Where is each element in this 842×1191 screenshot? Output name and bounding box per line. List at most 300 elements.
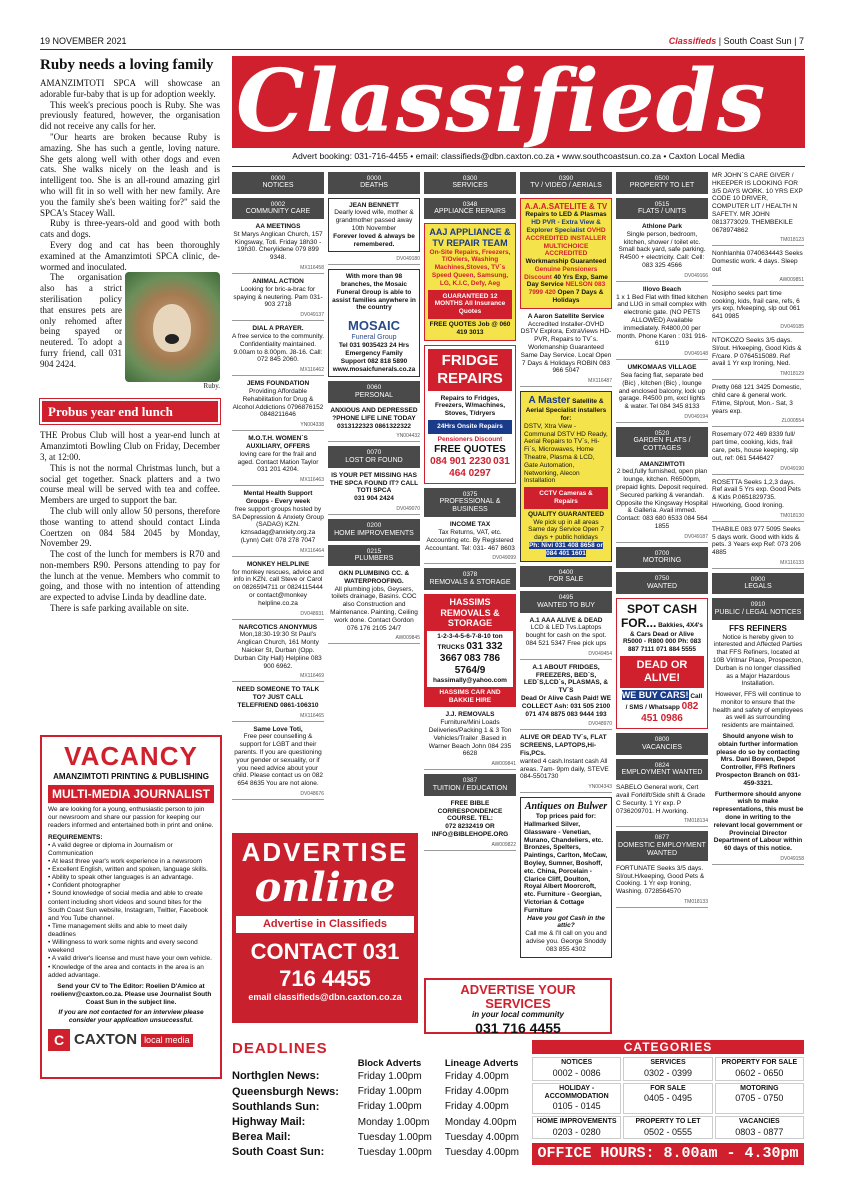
flat-ad xyxy=(616,223,708,270)
ad-ref: DV049180 xyxy=(328,256,420,265)
employment-list xyxy=(712,172,804,569)
category-header xyxy=(232,198,324,220)
ad-ref: DV049454 xyxy=(520,651,612,660)
category-header xyxy=(520,591,612,613)
ad-title: NEED SOMEONE TO TALK TO? JUST CALL TELEFRIEND 0861-106310 xyxy=(236,686,320,709)
ad-text: Providing Affordable Rehabilitation for Drug & Alcohol Addictions 0796876152 0848211646 xyxy=(232,387,324,419)
category-label: HOME IMPROVEMENTS xyxy=(536,1118,617,1126)
ad-text: Bakkies, 4X4's & Cars Dead or Alive R5000 - R800 000 Ph: 083 887 7111 071 884 5555 xyxy=(622,622,704,654)
category-cell xyxy=(623,1057,712,1080)
ruby-headline: Ruby needs a loving family xyxy=(40,57,214,73)
ad-ref: DV049158 xyxy=(712,856,804,865)
ad-title: Same Love Toti, xyxy=(253,725,303,733)
category-number: 0060 xyxy=(366,384,382,392)
ruby-dog-photo xyxy=(125,272,220,382)
ruby-paragraph: This week's precious pooch is Ruby. She was previously featured, however, the organisation did not receive any calls for her. xyxy=(40,99,220,132)
ad-text: MR JOHN`S CARE GIVER / HKEEPER IS LOOKING FOR 3/5 DAYS WORK. 10 YRS EXP CODE 10 DRIVER, COMPUTER LIT / HEALTH N SAFETY. MR JOHN 0813773029. THEMBEKILE 0678974862 xyxy=(712,172,803,234)
ad-title: A Aaron Satellite Service xyxy=(527,312,605,320)
category-name: PUBLIC / LEGAL NOTICES xyxy=(714,608,802,616)
vacancy-requirements xyxy=(48,842,214,980)
category-label: HOLIDAY - ACCOMMODATION xyxy=(544,1084,609,1100)
category-number: 0070 xyxy=(366,449,382,457)
ad-title: DIAL A PRAYER. xyxy=(252,325,304,333)
category-name: NOTICES xyxy=(262,182,294,190)
category-header xyxy=(712,573,804,595)
category-header xyxy=(616,427,708,457)
lost-found-ad xyxy=(328,472,420,503)
category-range: 0203 - 0280 xyxy=(552,1126,601,1137)
employment-ad xyxy=(712,526,804,557)
category-number: 0800 xyxy=(654,736,670,744)
ad-tel: 083 786 5764/9 xyxy=(454,653,501,677)
category-name: PLUMBERS xyxy=(354,555,394,563)
deadlines-head-line: Lineage Adverts xyxy=(444,1058,519,1069)
ad-hd: HD PVR - Extra View & Explorer Specialist xyxy=(526,219,601,234)
ad-text: Nosipho seeks part time cooking, kids, frail care, refs, 6 yrs exp, h/keeping, slp out 061 641 0985 xyxy=(712,289,801,321)
ad-ref: AW009851 xyxy=(712,277,804,286)
ad-ref: AW009841 xyxy=(424,761,516,770)
vacancy-ad xyxy=(40,735,222,1079)
page-date: 19 NOVEMBER 2021 xyxy=(40,36,127,46)
ad-text: Looking for bric-a-brac for spaying & neutering. Pam 031-903 2718 xyxy=(233,285,323,309)
legal-notice xyxy=(712,624,804,853)
cottage-ad xyxy=(616,461,708,531)
category-header xyxy=(616,733,708,755)
ad-ref: MX116458 xyxy=(232,265,324,274)
flat-ad xyxy=(616,286,708,348)
ad-title: JEMS FOUNDATION xyxy=(246,380,310,388)
photo-caption: Ruby. xyxy=(203,382,220,391)
ad-text: Tax Returns, VAT, etc. Accounting etc. By Registered Accountant. Tel: 031- 467 8603 xyxy=(425,528,515,552)
bible-course-ad xyxy=(424,800,516,839)
ad-ref: DV048931 xyxy=(232,611,324,620)
ad-ref: TM018134 xyxy=(616,818,708,827)
notice-ad xyxy=(232,726,324,788)
services-ad-tel: 031 716 4455 xyxy=(475,1019,561,1036)
ad-text: On-Site Repairs, Freezers, T/Oviers, Washing Machines,Stoves, TV`s Speed Queen, Samsung, LG, K.I.C, Defy, Aeg xyxy=(429,248,511,287)
category-number: 0375 xyxy=(462,490,478,498)
ad-call: Call / SMS / Whatsapp xyxy=(625,693,703,712)
hassims-ad xyxy=(424,594,516,708)
ad-ref: AW009845 xyxy=(328,635,420,644)
category-name: APPLIANCE REPAIRS xyxy=(434,207,506,215)
deadline-lineage: Tuesday 4.00pm xyxy=(444,1146,519,1158)
category-cell xyxy=(532,1057,621,1080)
category-header xyxy=(424,198,516,220)
probus-paragraph: This is not the normal Christmas lunch, but a social get together. Snack platters and a two course meal will be served with tea and coffee. Members are urged to support the bar. xyxy=(40,462,220,506)
column-employment xyxy=(712,172,804,869)
vacancy-title: VACANCY xyxy=(64,741,198,771)
caxton-mark-icon: C xyxy=(48,1029,70,1051)
ad-text: 0313122323 0861322322 xyxy=(336,422,412,430)
vacancy-note: If you are not contacted for an interview please consider your application unsuccessful. xyxy=(58,1009,204,1025)
category-header xyxy=(424,774,516,796)
ad-pick: We pick up in all areas Same day Service Open 7 days + public holidays xyxy=(528,518,604,542)
category-number: 0390 xyxy=(558,175,574,182)
category-number: 0877 xyxy=(654,834,670,842)
ad-free: FREE QUOTES xyxy=(434,443,506,455)
ad-ref: TM018129 xyxy=(712,371,804,380)
ad-text: SABELO General work, Cert avail Forklift/Side shift & Grade C Security. 1 Yr exp. P 0736209701. H /working. xyxy=(616,784,706,815)
deadline-row xyxy=(232,1069,532,1084)
category-header xyxy=(424,488,516,518)
category-name: DOMESTIC EMPLOYMENT WANTED xyxy=(618,841,706,857)
category-header xyxy=(712,598,804,620)
ad-title: NARCOTICS ANONYMUS xyxy=(238,623,318,631)
category-range: 0502 - 0555 xyxy=(643,1126,693,1137)
deadline-row xyxy=(232,1100,532,1115)
deadline-paper: Northglen News: xyxy=(232,1070,320,1083)
requirement-item: • Sound knowledge of social media and able to create content including short videos and sound bites for the South Coast Sun website, Instagram, Twitter, Facebook and You Tube channel. xyxy=(48,890,214,923)
category-name: LOST OR FOUND xyxy=(345,456,403,464)
ad-title: A Master xyxy=(528,395,571,407)
category-name: WANTED xyxy=(646,582,678,590)
column-property xyxy=(616,172,708,912)
deadline-row xyxy=(232,1145,532,1160)
category-name: SERVICES xyxy=(452,182,488,190)
deadline-lineage: Monday 4.00pm xyxy=(444,1116,517,1128)
ad-text: All plumbing jobs, Geysers, toilets drainage, Basins. COC also Construction and Maintenance. Painting, Ceiling work done. Contact Gordon 076 176 2105 24/7 xyxy=(330,585,418,632)
category-cell xyxy=(532,1083,621,1115)
ad-title: GKN PLUMBING CC. & WATERPROOFING. xyxy=(338,570,410,585)
ruby-paragraph: Ruby is three-years-old and good with both cats and dogs. xyxy=(40,218,220,240)
ad-text: Repairs to Fridges, Freezers, W/machines, Stoves, T/dryers xyxy=(434,394,506,418)
category-name: HOME IMPROVEMENTS xyxy=(334,529,414,537)
ad-cctv: CCTV Cameras & Repairs xyxy=(524,487,608,509)
category-header xyxy=(520,172,612,194)
category-header xyxy=(424,172,516,194)
ruby-paragraph: The organisation also has a strict sterilisation policy that ensures pets are only rehomed after being spayed or neutered. To adopt a furry friend, call 031 904 2424. xyxy=(40,272,122,369)
category-label: VACANCIES xyxy=(738,1118,780,1126)
category-number: 0200 xyxy=(366,522,382,530)
employment-ad xyxy=(712,479,804,510)
vacancy-intro: We are looking for a young, enthusiastic person to join our newsroom and share our passion for keeping our readers informed and entertained both in print and online. xyxy=(48,806,214,830)
ad-text: Accredited Installer-OVHD DSTV Explora, ExtraViews HD-PVR, Repairs to TV`s. Workmanship Guaranteed Same Day Service. Local Open 7 Days & Holidays ROBIN 083 966 5047 xyxy=(520,320,612,375)
ad-title: Mental Health Support Groups - Every week xyxy=(243,490,313,505)
category-header xyxy=(616,172,708,194)
notice-ad xyxy=(232,561,324,608)
section-name: Classifieds xyxy=(668,36,717,46)
category-cell xyxy=(623,1083,712,1115)
ad-title: UMKOMAAS VILLAGE xyxy=(627,364,697,372)
ad-tel: NELSON 083 7999 420 xyxy=(528,281,606,297)
deadline-block: Friday 1.00pm xyxy=(357,1086,422,1098)
deadline-row xyxy=(232,1115,532,1130)
category-name: TUITION / EDUCATION xyxy=(432,784,508,792)
column-notices xyxy=(232,172,324,804)
ad-quality: QUALITY GUARANTEED xyxy=(527,510,605,518)
category-header xyxy=(328,519,420,541)
vacancy-job: MULTI-MEDIA JOURNALIST xyxy=(48,785,214,803)
category-name: PROPERTY TO LET xyxy=(629,182,695,190)
category-header xyxy=(328,545,420,567)
category-number: 0348 xyxy=(462,200,478,208)
ad-ref: TM018123 xyxy=(712,237,804,246)
ad-text: NTOKOZO Seeks 3/5 days. Sl/out. H/keeping, Good Kids & F/care. P 0764515089. Ref avail 1 Yr exp Ironing, Ned. xyxy=(712,336,802,368)
ad-ref: DV049148 xyxy=(616,351,708,360)
mosaic-line: 24 Hrs Emergency Family Support xyxy=(340,342,410,365)
hassims-inner xyxy=(427,631,513,687)
ad-title: FREE BIBLE CORRESPONDENCE COURSE. TEL: xyxy=(437,799,503,823)
advertise-online-ad xyxy=(232,833,418,1023)
advertise-title: ADVERTISE xyxy=(241,837,409,867)
ruby-paragraph: Every dog and cat has been thoroughly examined at the Amanzimtoti SPCA clinic, de-wormed and inoculated. xyxy=(40,239,220,272)
contact-line: Advert booking: 031-716-4455 • email: classifieds@dbn.caxton.co.za • www.southcoastsun.co.za • Caxton Local Media xyxy=(292,151,745,161)
ad-title: M.O.T.H. WOMEN`S AUXILIARY, OFFERS xyxy=(245,435,311,450)
legal-paragraph: Should anyone wish to obtain further information please do so by contacting Mrs. Dani Bowen, Depot Controller, FFS Refiners Prospecton Branch on 031-459-3321. xyxy=(715,733,801,787)
ad-text: Free peer counselling & support for LGBT and their parents. If you are questioning your gender or sexuality, or if you need advice about your child. Please contact us on 082 654 8635 You are not alone. xyxy=(233,733,323,788)
category-number: 0910 xyxy=(750,601,766,609)
ad-dead: DEAD OR ALIVE! xyxy=(620,656,704,688)
category-number: 0002 xyxy=(270,200,286,208)
deadline-paper: Queensburgh News: xyxy=(232,1085,339,1098)
ad-title: ANXIOUS AND DEPRESSED ?PHONE LIFE LINE TODAY xyxy=(330,406,418,422)
ad-list: Hallmarked Silver, Glassware - Venetian, Murano, Chandeliers, etc. Bronzes, Spelters, Paintings, Carlton, McCaw, Boyley, Sumner, Boshoff, etc. China, Porcelain - Clarice Cliff, Doulton, Royal Albert Moorcroft, etc. Furniture - Georgian, Victorian & Cottage Furniture xyxy=(524,820,608,914)
requirement-item: • Knowledge of the area and contacts in the area is an added advantage. xyxy=(48,964,214,980)
category-number: 0750 xyxy=(654,575,670,583)
ad-ref: DV049194 xyxy=(616,414,708,423)
category-header xyxy=(616,572,708,594)
ad-open: Open 7 Days & Holidays xyxy=(552,289,604,305)
ad-text: ROSETTA Seeks 1,2,3 days. Ref avail 5 Yrs exp. Good Pets & Kids P.0651829735. H/working, Good Ironing. xyxy=(712,478,801,509)
flat-ad xyxy=(616,364,708,411)
mosaic-lead: With more than 98 branches, the Mosaic Funeral Group is able to assist families anywhere in the country xyxy=(332,273,416,312)
ad-work: Workmanship Guaranteed xyxy=(525,258,607,266)
caxton-word: CAXTON xyxy=(74,1031,138,1049)
ad-ref: MX116487 xyxy=(520,378,612,387)
ad-text: free support groups hosted by SA Depression & Anxiety Group (SADAG) KZN. kznsadag@anxiety.org.za (Lynn) Cell: 078 278 7047 xyxy=(232,505,324,544)
left-column xyxy=(40,56,220,614)
deadline-block: Friday 1.00pm xyxy=(357,1101,422,1113)
employment-ad xyxy=(616,784,708,815)
ad-text: Dearly loved wife, mother & grandmother passed away 10th November xyxy=(334,209,414,232)
category-label: PROPERTY FOR SALE xyxy=(721,1059,798,1067)
ad-banner: 24Hrs Onsite Repairs xyxy=(428,420,512,434)
column-deaths xyxy=(328,172,420,648)
category-header xyxy=(616,831,708,861)
category-number: 0515 xyxy=(654,200,670,208)
category-name: FLATS / UNITS xyxy=(637,207,687,215)
ad-text: THABILE 083 977 5095 Seeks 5 days work. Good with kids & pets. 3 Years exp Ref: 073 206 4885 xyxy=(712,525,801,557)
ad-title: Antiques on Bulwer xyxy=(524,801,608,813)
ad-gen: Genuine Pensioners Discount xyxy=(524,265,598,281)
probus-paragraph: THE Probus Club will host a year-end lunch at Amanzimtoti Bowling Club on Friday, December 3, at 12:00. xyxy=(40,430,220,462)
category-range: 0002 - 0086 xyxy=(552,1067,601,1078)
category-number: 0215 xyxy=(366,547,382,555)
category-header xyxy=(616,759,708,781)
spot-cash-ad xyxy=(616,598,708,729)
a-master-ad xyxy=(520,391,612,561)
employment-ad xyxy=(712,290,804,321)
category-name: DEATHS xyxy=(360,182,388,190)
ad-text: Pretty 068 121 3425 Domestic, child care & general work. F/time, Slp/out, Mon.- Sat, 3 years exp. xyxy=(712,384,802,415)
ad-text: loving care for the frail and aged. Contact Mation Taylor 031 201 4204. xyxy=(237,450,319,474)
category-range: 0803 - 0877 xyxy=(735,1126,784,1137)
ad-title: ANIMAL ACTION xyxy=(252,278,304,286)
ad-ref: YN004338 xyxy=(232,422,324,431)
category-cell xyxy=(715,1083,804,1115)
services-ad-title: ADVERTISE YOUR SERVICES xyxy=(460,982,576,1011)
deadlines-title: DEADLINES xyxy=(232,1040,532,1058)
requirement-item: • Willingness to work some nights and every second weekend xyxy=(48,939,214,955)
legal-paragraph: However, FFS will continue to monitor to ensure that the health and safety of employees as well as surrounding residents are maintained. xyxy=(713,691,803,730)
ad-text: 1 x 1 Bed Flat with fitted kitchen and LUG in small complex with electronic gate. (NO PETS ALLOWED) Available immediately. R4800,00 per month. Phone Karen : 031 916-6119 xyxy=(616,293,708,348)
banner-title: Classifieds xyxy=(236,56,767,148)
probus-paragraph: The cost of the lunch for members is R70 and non-members R90. Persons attending to pay for the lunch at the venue. Members who commit to going, and those with no intention of attending are expected to advise Linda by deadline date. xyxy=(40,549,220,603)
category-header xyxy=(232,172,324,194)
deadline-block: Monday 1.00pm xyxy=(357,1116,430,1128)
category-name: PROFESSIONAL & BUSINESS xyxy=(439,498,501,514)
mosaic-sub: Funeral Group xyxy=(351,333,397,341)
mosaic-cell: 082 818 5890 xyxy=(367,357,408,365)
category-number: 0900 xyxy=(750,575,766,583)
vacancy-req-title: REQUIREMENTS: xyxy=(48,833,103,841)
vacancy-send: Send your CV to The Editor: Roelien D'Amico at roelienv@caxton.co.za. Please use Journalist South Coast Sun in the subject line. xyxy=(50,982,212,1007)
requirement-item: • Excellent English, written and spoken, language skills. xyxy=(48,866,214,874)
category-cell xyxy=(715,1057,804,1080)
category-number: 0824 xyxy=(654,761,670,769)
deadline-lineage: Friday 4.00pm xyxy=(444,1086,509,1098)
mosaic-ad xyxy=(328,269,420,377)
advertise-sub: Advertise in Classifieds xyxy=(236,916,414,933)
ad-text: Nonhlanhla 0740634443 Seeks Domestic work. 4 days. Sleep out xyxy=(712,250,803,273)
probus-paragraph: The club will only allow 50 persons, therefore those wanting to attend should contact Linda Coertzen on 084 584 2045 by Monday, November 29. xyxy=(40,505,220,549)
ad-list: DSTV, Xtra View - Communal DSTV HD Ready, Aerial Repairs to TV`s, Hi-Fi`s, Microwaves, Home Theatre, Plasma & LCD, Gate Automation, Networking, Alecon Installation xyxy=(524,422,608,485)
deadline-paper: Highway Mail: xyxy=(232,1115,306,1128)
mosaic-logo: MOSAIC xyxy=(348,318,400,334)
employment-ad xyxy=(712,431,804,462)
ad-ref: DV048676 xyxy=(232,791,324,800)
probus-article xyxy=(40,430,220,614)
ad-ref: DV049070 xyxy=(328,506,420,515)
deadline-lineage: Friday 4.00pm xyxy=(444,1101,509,1113)
deadline-lineage: Friday 4.00pm xyxy=(444,1070,509,1082)
categories-grid xyxy=(532,1057,804,1139)
wanted-ad xyxy=(520,664,612,719)
category-name: LEGALS xyxy=(744,583,772,591)
category-label: FOR SALE xyxy=(650,1084,686,1092)
category-name: TV / VIDEO / AERIALS xyxy=(530,182,602,190)
ad-tel: 031 332 3667 xyxy=(439,641,503,665)
ad-title: HASSIMS REMOVALS & STORAGE xyxy=(440,596,500,629)
ad-trucks: 1-2-3-4-5-6-7-8-10 ton TRUCKS xyxy=(437,633,503,652)
page-section xyxy=(669,36,804,47)
notice-ad xyxy=(232,686,324,709)
ad-title: A.A.A.SATELITE & TV xyxy=(524,201,608,211)
category-number: 0387 xyxy=(462,777,478,785)
ad-title: AA MEETINGS xyxy=(255,223,301,231)
ad-ovhd: OVHD ACCREDITED INSTALLER MULTICHOICE ACCREDITED xyxy=(525,226,607,258)
death-notice xyxy=(328,198,420,253)
category-header xyxy=(328,446,420,468)
category-header xyxy=(520,566,612,588)
category-label: PROPERTY TO LET xyxy=(635,1118,701,1126)
ad-text: FORTUNATE Seeks 3/5 days. Sl/out.H/keeping, Good Pets & Cooking. 1 Yr exp Ironing, Washing. 0728564570 xyxy=(616,864,705,896)
probus-headline: Probus year end lunch xyxy=(40,399,220,425)
category-cell xyxy=(715,1116,804,1139)
notice-ad xyxy=(232,490,324,545)
deadline-paper: Berea Mail: xyxy=(232,1131,291,1144)
employment-ad xyxy=(712,172,804,234)
category-name: FOR SALE xyxy=(548,576,584,584)
ad-text: 2 bed,fully furnished, open plan lounge, kitchen. R6500pm, prepaid lights. Deposit required. Secured parking & verandah. Opposite the Kingsway Hospital & Galleria. Avail immed. Contact: 083 680 6533 084 564 1855 xyxy=(616,468,708,530)
plumber-ad xyxy=(328,570,420,632)
ad-title: INCOME TAX xyxy=(449,521,491,529)
ad-ref: DV049190 xyxy=(712,466,804,475)
ad-ref: MX116464 xyxy=(232,548,324,557)
ad-ref: DV049137 xyxy=(232,312,324,321)
contact-rule xyxy=(232,166,805,167)
legal-paragraph: Furthermore should anyone wish to make representations, this must be done in writing to the relevant local government or Provincial Director Department of Labour within 60 days of this notice. xyxy=(712,790,804,853)
ad-text: Mon,18:30-19:30 St Paul's Anglican Church, 161 Monty Naicker St, Durban (Opp. Durban City Hall) Helpline 083 900 6962. xyxy=(234,631,322,670)
ad-text: 031 904 2424 xyxy=(354,495,394,503)
caxton-logo xyxy=(48,1029,214,1051)
ad-sub: Repairs to LED & Plasmas xyxy=(525,211,607,219)
antiques-ad xyxy=(520,797,612,957)
ad-tel: 082 451 0986 xyxy=(641,701,699,725)
ad-tel: 031 464 0297 xyxy=(449,455,510,479)
category-name: COMMUNITY CARE xyxy=(245,207,311,215)
ruby-article xyxy=(40,78,220,391)
requirement-item: • At least three year's work experience in a newsroom xyxy=(48,858,214,866)
deadlines-head-empty xyxy=(232,1058,358,1069)
requirement-item: • A valid driver's license and must have your own vehicle. xyxy=(48,955,214,963)
deadline-block: Friday 1.00pm xyxy=(357,1070,422,1082)
ad-text: 072 8232419 OR INFO@BIBLEHOPE.ORG xyxy=(431,823,509,838)
ad-text: Dead Or Alive Cash Paid! WE COLLECT Ash: 031 505 2100 071 474 8875 083 9444 193 xyxy=(520,695,612,718)
ad-banner: GUARANTEED 12 MONTHS All Insurance Quotes xyxy=(428,290,512,319)
category-label: NOTICES xyxy=(561,1059,593,1067)
ad-title: ALIVE OR DEAD TV`s, FLAT SCREENS, LAPTOPS,Hi-Fis,PCs. xyxy=(520,734,607,757)
ad-title: FRIDGE REPAIRS xyxy=(428,349,512,391)
ad-foot: FREE QUOTES Job @ 060 419 3013 xyxy=(429,321,511,336)
ad-text: Single person, bedroom, kitchen, shower / toilet etc. Small back yard, safe parking. R4500 + electricity. Call: Cell: 083 325 4566 xyxy=(618,230,706,270)
vacancy-body xyxy=(48,806,214,1025)
employment-ad xyxy=(712,250,804,273)
classifieds-banner xyxy=(232,56,805,148)
legal-paragraph: Notice is hereby given to interested and Affected Parties that FFS Refiners, located at 10B Viritnar Place, Prospecton, Durban is no longer classified as a Major Hazardous Installation. xyxy=(712,633,804,688)
requirement-item: • A valid degree or diploma in Journalism or Communication xyxy=(48,842,214,858)
category-name: GARDEN FLATS / COTTAGES xyxy=(633,437,691,453)
category-range: 0302 - 0399 xyxy=(643,1067,693,1078)
notice-ad xyxy=(232,380,324,419)
column-tv xyxy=(520,172,612,962)
ruby-paragraph: AMANZIMTOTI SPCA will showcase an adorable fur-baby that is up for adoption weekly. xyxy=(40,78,220,99)
ad-ref: MX116133 xyxy=(712,560,804,569)
ad-title: IS YOUR PET MISSING HAS THE SPCA FOUND IT? CALL TOTI SPCA xyxy=(329,471,419,495)
category-cell xyxy=(532,1116,621,1139)
caxton-local: local media xyxy=(141,1034,193,1047)
ad-ref: TM018130 xyxy=(712,513,804,522)
deadline-paper: Southlands Sun: xyxy=(232,1100,320,1113)
deadlines-table xyxy=(232,1058,532,1161)
ad-ref: MX116462 xyxy=(232,367,324,376)
mosaic-web: www.mosaicfunerals.co.za xyxy=(332,365,416,373)
vacancy-company: AMANZIMTOTI PRINTING & PUBLISHING xyxy=(53,772,209,782)
category-name: PERSONAL xyxy=(354,391,394,399)
services-ad-sub: in your local community xyxy=(471,1010,564,1020)
requirement-item: • Time management skills and able to meet daily deadlines xyxy=(48,923,214,939)
office-hours: OFFICE HOURS: 8.00am - 4.30pm xyxy=(532,1143,804,1165)
ad-ref: DV049099 xyxy=(424,555,516,564)
advertise-email: email classifieds@dbn.caxton.co.za xyxy=(248,992,402,1003)
ad-ref: YN004343 xyxy=(520,784,612,793)
ad-text: St Marys Anglican Church, 157 Kingsway, Toti. Friday 18h30 - 19h30. Cherylidene 079 899 9348. xyxy=(233,230,323,262)
categories-title: CATEGORIES xyxy=(532,1040,804,1054)
advertise-online: online xyxy=(254,864,396,912)
notice-ad xyxy=(232,435,324,474)
categories-panel xyxy=(532,1040,804,1165)
